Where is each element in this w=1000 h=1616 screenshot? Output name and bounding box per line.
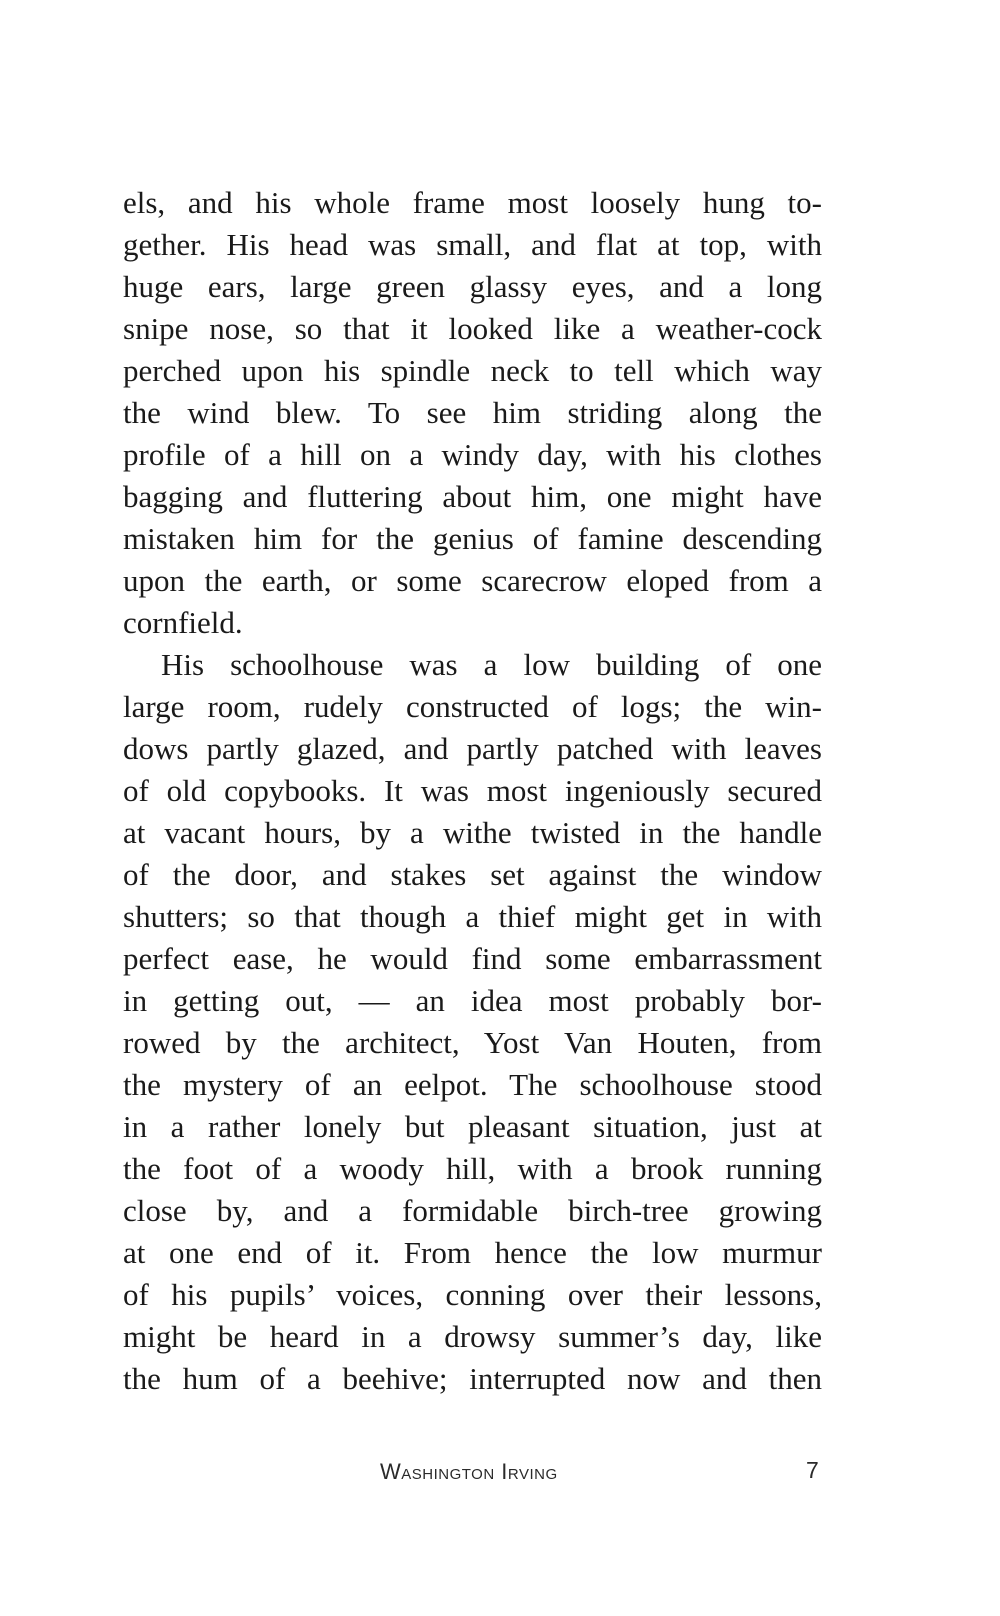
text-line: the foot of a woody hill, with a brook running: [123, 1151, 822, 1186]
text-line: the hum of a beehive; interrupted now and then: [123, 1361, 822, 1396]
text-line: the mystery of an eelpot. The schoolhouse stood: [123, 1067, 822, 1102]
text-line: mistaken him for the genius of famine descending: [123, 521, 822, 556]
paragraph-start-line: His schoolhouse was a low building of one: [161, 647, 822, 682]
text-line: of his pupils’ voices, conning over their lessons,: [123, 1277, 822, 1312]
text-line: the wind blew. To see him striding along the: [123, 395, 822, 430]
text-line: gether. His head was small, and flat at top, with: [123, 227, 822, 262]
text-line: els, and his whole frame most loosely hung to-: [123, 185, 822, 220]
text-line: perfect ease, he would find some embarrassment: [123, 941, 822, 976]
text-line: dows partly glazed, and partly patched with leaves: [123, 731, 822, 766]
text-line: huge ears, large green glassy eyes, and a long: [123, 269, 822, 304]
body-text: [123, 182, 822, 1400]
text-line: close by, and a formidable birch-tree growing: [123, 1193, 822, 1228]
text-line: shutters; so that though a thief might get in with: [123, 899, 822, 934]
paragraph-end-line: cornfield.: [123, 605, 243, 640]
text-line: perched upon his spindle neck to tell which way: [123, 353, 822, 388]
text-line: of the door, and stakes set against the window: [123, 857, 822, 892]
text-line: bagging and fluttering about him, one might have: [123, 479, 822, 514]
text-line: might be heard in a drowsy summer’s day, like: [123, 1319, 822, 1354]
page-number: 7: [806, 1457, 819, 1483]
running-head-author: Washington Irving: [380, 1459, 558, 1484]
text-line: large room, rudely constructed of logs; the win-: [123, 689, 822, 724]
text-line: in a rather lonely but pleasant situation, just at: [123, 1109, 822, 1144]
text-line: at vacant hours, by a withe twisted in the handle: [123, 815, 822, 850]
text-line: profile of a hill on a windy day, with his clothes: [123, 437, 822, 472]
text-line: rowed by the architect, Yost Van Houten, from: [123, 1025, 822, 1060]
page-footer: [0, 1451, 1000, 1491]
text-line: in getting out, — an idea most probably bor-: [123, 983, 822, 1018]
text-line: at one end of it. From hence the low murmur: [123, 1235, 822, 1270]
text-line: of old copybooks. It was most ingeniously secured: [123, 773, 822, 808]
text-line: upon the earth, or some scarecrow eloped from a: [123, 563, 822, 598]
text-line: snipe nose, so that it looked like a weather-cock: [123, 311, 822, 346]
